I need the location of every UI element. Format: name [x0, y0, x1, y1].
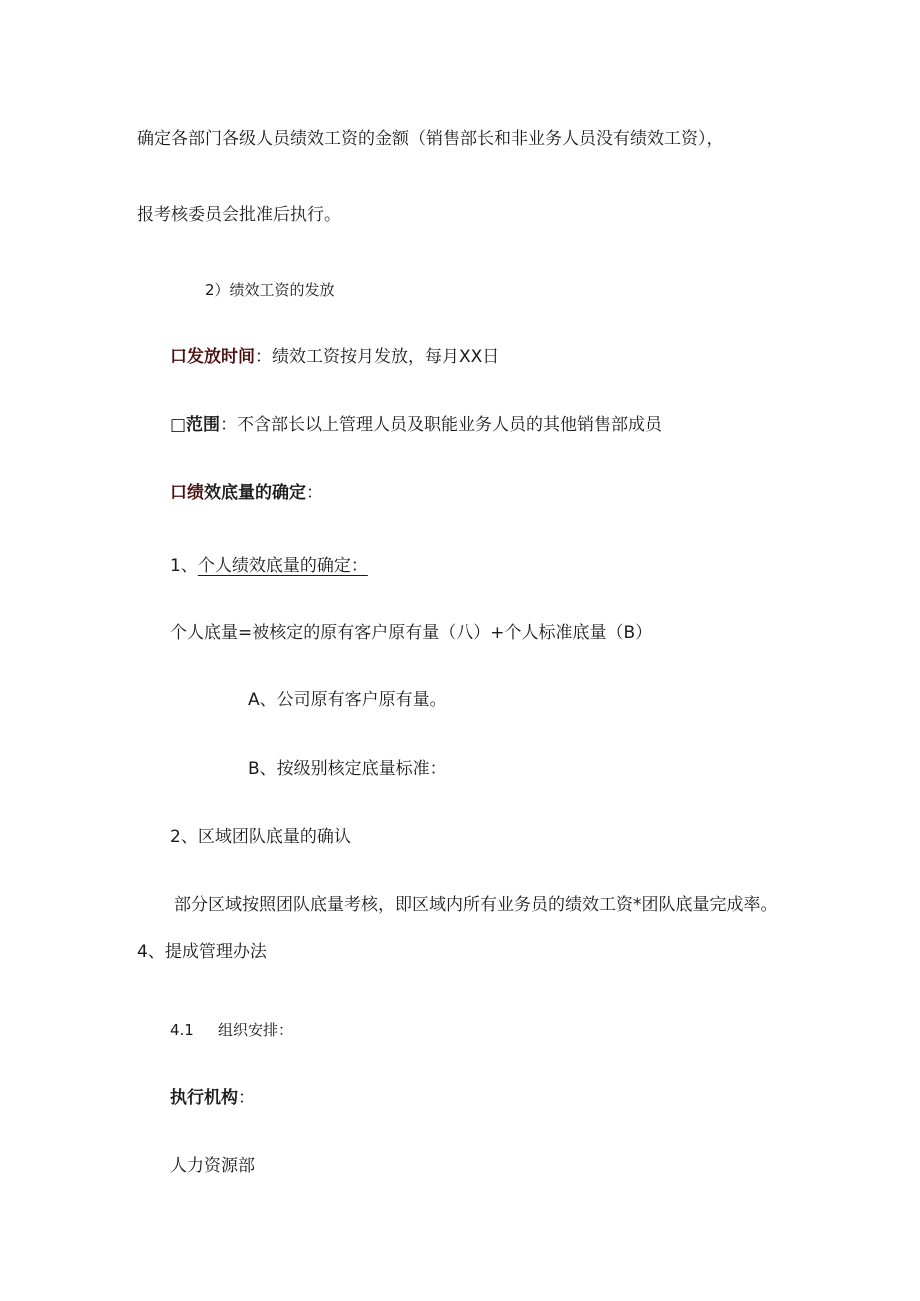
organization-title: 组织安排： [218, 1021, 294, 1039]
list-item-b: B、按级别核定底量标准： [248, 759, 447, 779]
scope-label: □范围 [170, 415, 221, 435]
paragraph-payment-time [170, 345, 499, 369]
heading-bonus-payment: 2）绩效工资的发放 [205, 281, 335, 299]
executing-body-label: 执行机构 [170, 1088, 238, 1108]
paragraph-personal-baseline-formula: 个人底量=被核定的原有客户原有量（八）+个人标准底量（B） [170, 623, 653, 643]
baseline-colon: ： [306, 483, 323, 503]
heading-personal-baseline [170, 554, 368, 578]
paragraph-bonus-amount: 确定各部门各级人员绩效工资的金额（销售部长和非业务人员没有绩效工资）， [137, 129, 724, 149]
heading-organization [170, 1018, 293, 1042]
heading-baseline-determination [170, 481, 323, 505]
heading-team-baseline: 2、区域团队底量的确认 [170, 827, 351, 847]
list-item-a: A、公司原有客户原有量。 [248, 690, 447, 710]
heading-commission-management: 4、提成管理办法 [137, 942, 267, 962]
baseline-mark: 口绩 [170, 483, 204, 503]
personal-baseline-title: 个人绩效底量的确定： [197, 556, 368, 576]
payment-time-text: ：绩效工资按月发放，每月XX日 [255, 347, 500, 367]
paragraph-scope [170, 413, 662, 437]
baseline-label: 效底量的确定 [204, 483, 306, 503]
personal-baseline-number: 1、 [170, 556, 198, 576]
executing-body-colon: ： [238, 1088, 255, 1108]
heading-executing-body [170, 1086, 255, 1110]
paragraph-approval: 报考核委员会批准后执行。 [137, 205, 341, 225]
scope-text: ：不含部长以上管理人员及职能业务人员的其他销售部成员 [220, 415, 663, 435]
organization-number: 4.1 [170, 1021, 194, 1039]
paragraph-hr-department: 人力资源部 [170, 1156, 255, 1176]
paragraph-team-assessment: 部分区域按照团队底量考核，即区域内所有业务员的绩效工资*团队底量完成率。 [174, 895, 778, 915]
payment-time-label: 口发放时间 [170, 347, 255, 367]
